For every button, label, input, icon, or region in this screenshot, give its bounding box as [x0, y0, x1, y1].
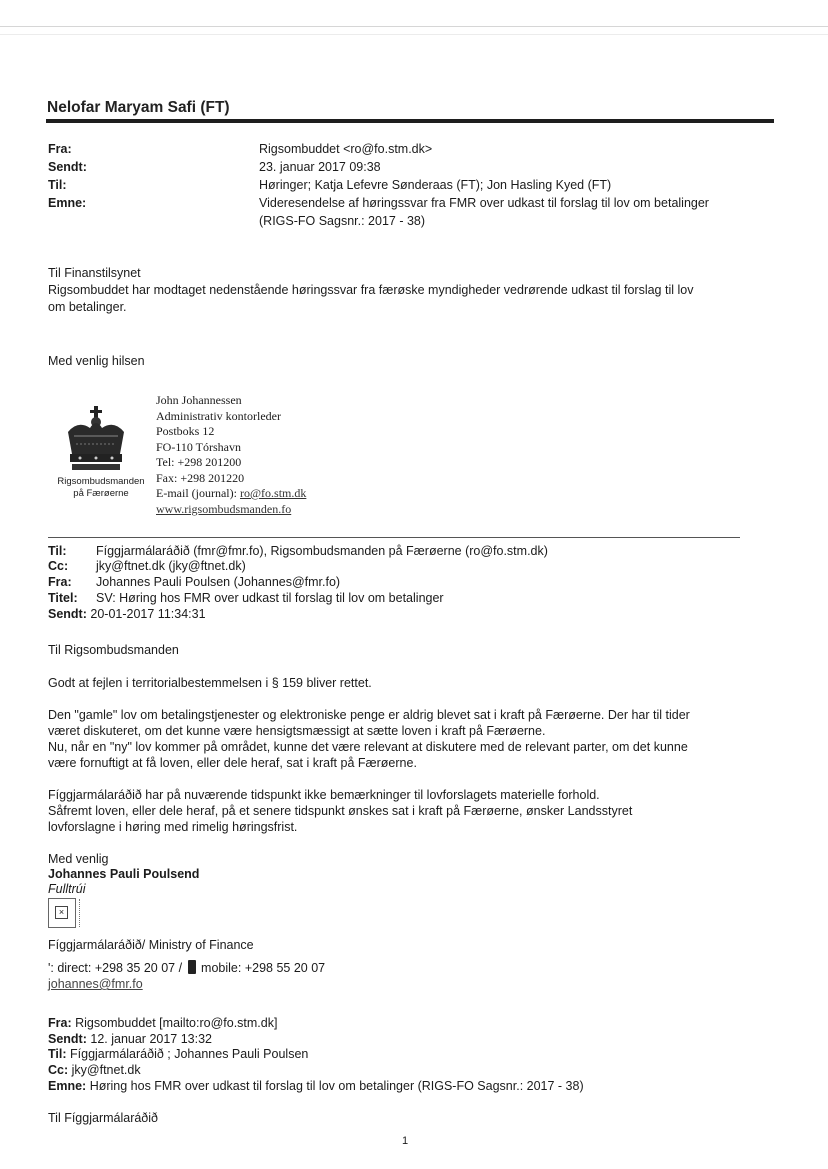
from-value: Rigsombuddet <ro@fo.stm.dk> — [259, 142, 433, 156]
signature-email-row — [156, 486, 306, 502]
body-line-2: om betalinger. — [48, 300, 127, 314]
orig-sent-value: 12. januar 2017 13:32 — [90, 1032, 213, 1046]
signature-block — [156, 393, 306, 517]
subject-line-1: Videresendelse af høringssvar fra FMR over udkast til forslag til lov om betalinger — [259, 196, 709, 210]
greeting: Til Finanstilsynet — [48, 266, 141, 280]
to-value: Høringer; Katja Lefevre Sønderaas (FT); Jon Hasling Kyed (FT) — [259, 178, 612, 192]
subject-line-2: (RIGS-FO Sagsnr.: 2017 - 38) — [259, 214, 426, 228]
signature-address-2: FO-110 Tórshavn — [156, 439, 241, 454]
fwd-cc-value: jky@ftnet.dk (jky@ftnet.dk) — [96, 559, 246, 573]
signature-tel: Tel: +298 201200 — [156, 455, 242, 469]
reply-p2-line-2: været diskuteret, om det kunne være hensigtsmæssigt at sætte loven i kraft på Færøerne. — [48, 724, 546, 738]
reply-greeting: Til Rigsombudsmanden — [48, 643, 179, 657]
header-rule — [46, 119, 774, 123]
orig-from-value: Rigsombuddet [mailto:ro@fo.stm.dk] — [75, 1016, 278, 1030]
signature-email-link[interactable]: ro@fo.stm.dk — [239, 486, 307, 500]
from-label: Fra: — [48, 142, 72, 156]
reply-phone-row — [48, 960, 776, 977]
closing: Med venlig hilsen — [48, 354, 145, 368]
reply-phone-mobile: mobile: +298 55 20 07 — [201, 961, 326, 975]
signature-name: John Johannessen — [156, 393, 242, 407]
fwd-sent-label: Sendt: — [48, 607, 87, 621]
fwd-to-value: Fíggjarmálaráðið (fmr@fmr.fo), Rigsombudsmanden på Færøerne (ro@fo.stm.dk) — [96, 544, 548, 558]
orig-cc-value: jky@ftnet.dk — [71, 1063, 141, 1077]
sent-value: 23. januar 2017 09:38 — [259, 160, 381, 174]
org-line-2: på Færøerne — [73, 488, 129, 499]
orig-greeting: Til Fíggjarmálaráðið — [48, 1111, 158, 1125]
broken-image-icon: × — [55, 906, 68, 919]
orig-to-value: Fíggjarmálaráðið ; Johannes Pauli Poulsen — [70, 1047, 309, 1061]
fwd-sent-value: 20-01-2017 11:34:31 — [90, 607, 206, 621]
orig-subject-label: Emne: — [48, 1079, 87, 1093]
orig-from-label: Fra: — [48, 1016, 72, 1030]
reply-closing: Med venlig — [48, 852, 109, 866]
orig-cc-row — [48, 1062, 776, 1079]
page-number: 1 — [402, 1135, 409, 1147]
broken-image-placeholder — [48, 898, 76, 928]
reply-ministry: Fíggjarmálaráðið/ Ministry of Finance — [48, 938, 254, 952]
crown-logo-icon — [60, 402, 132, 474]
orig-sent-label: Sendt: — [48, 1032, 87, 1046]
fwd-from-label: Fra: — [48, 575, 72, 589]
orig-subject-row — [48, 1078, 776, 1095]
signature-fax: Fax: +298 201220 — [156, 470, 245, 485]
mailbox-owner-name: Nelofar Maryam Safi (FT) — [47, 99, 230, 116]
mobile-phone-icon — [188, 960, 196, 974]
scan-artifact — [0, 34, 828, 35]
fwd-from-value: Johannes Pauli Poulsen (Johannes@fmr.fo) — [96, 575, 341, 589]
reply-p3-line-3: lovforslagne i høring med rimelig høringsfrist. — [48, 820, 298, 834]
reply-p1: Godt at fejlen i territorialbestemmelsen i § 159 bliver rettet. — [48, 676, 372, 690]
forward-divider — [48, 537, 740, 538]
reply-p2-line-4: være fornuftigt at få loven, eller dele heraf, sat i kraft på Færøerne. — [48, 756, 417, 770]
to-label: Til: — [48, 178, 67, 192]
reply-email-link[interactable]: johannes@fmr.fo — [48, 977, 143, 991]
reply-phone-direct: ': direct: +298 35 20 07 / — [48, 961, 183, 975]
reply-p3-line-2: Såfremt loven, eller dele heraf, på et senere tidspunkt ønskes sat i kraft på Færøerne, ønsker Landsstyret — [48, 804, 633, 818]
subject-label: Emne: — [48, 196, 87, 210]
fwd-to-label: Til: — [48, 544, 67, 558]
signature-title: Administrativ kontorleder — [156, 408, 281, 423]
reply-p2-line-1: Den "gamle" lov om betalingstjenester og elektroniske penge er aldrig blevet sat i kraft på Færøerne. Der har til tider — [48, 708, 690, 722]
org-line-1: Rigsombudsmanden — [57, 476, 145, 487]
orig-from-row — [48, 1015, 776, 1032]
reply-p3-line-1: Fíggjarmálaráðið har på nuværende tidspunkt ikke bemærkninger til lovforslagets materielle forhold. — [48, 788, 600, 802]
reply-signer-name: Johannes Pauli Poulsend — [48, 867, 200, 881]
scan-artifact — [0, 26, 828, 27]
orig-to-label: Til: — [48, 1047, 67, 1061]
fwd-title-value: SV: Høring hos FMR over udkast til forslag til lov om betalinger — [96, 591, 444, 605]
reply-p2-line-3: Nu, når en "ny" lov kommer på området, kunne det være relevant at diskutere med de relevant parter, om det kunne — [48, 740, 688, 754]
signature-web-link[interactable]: www.rigsombudsmanden.fo — [156, 501, 292, 516]
fwd-title-label: Titel: — [48, 591, 78, 605]
organisation-caption — [48, 476, 154, 500]
sent-label: Sendt: — [48, 160, 87, 174]
body-line-1: Rigsombuddet har modtaget nedenstående høringssvar fra færøske myndigheder vedrørende udkast til forslag til lov — [48, 283, 694, 297]
email-label: E-mail (journal): — [156, 486, 237, 500]
orig-cc-label: Cc: — [48, 1063, 69, 1077]
signature-address-1: Postboks 12 — [156, 424, 215, 438]
orig-to-row — [48, 1046, 776, 1063]
orig-subject-value: Høring hos FMR over udkast til forslag til lov om betalinger (RIGS-FO Sagsnr.: 2017 - 38) — [89, 1079, 584, 1093]
subject-value — [259, 194, 774, 230]
image-edge — [79, 899, 86, 927]
fwd-cc-label: Cc: — [48, 559, 69, 573]
fwd-sent-row — [48, 606, 776, 623]
reply-signer-role: Fulltrúi — [48, 882, 86, 896]
